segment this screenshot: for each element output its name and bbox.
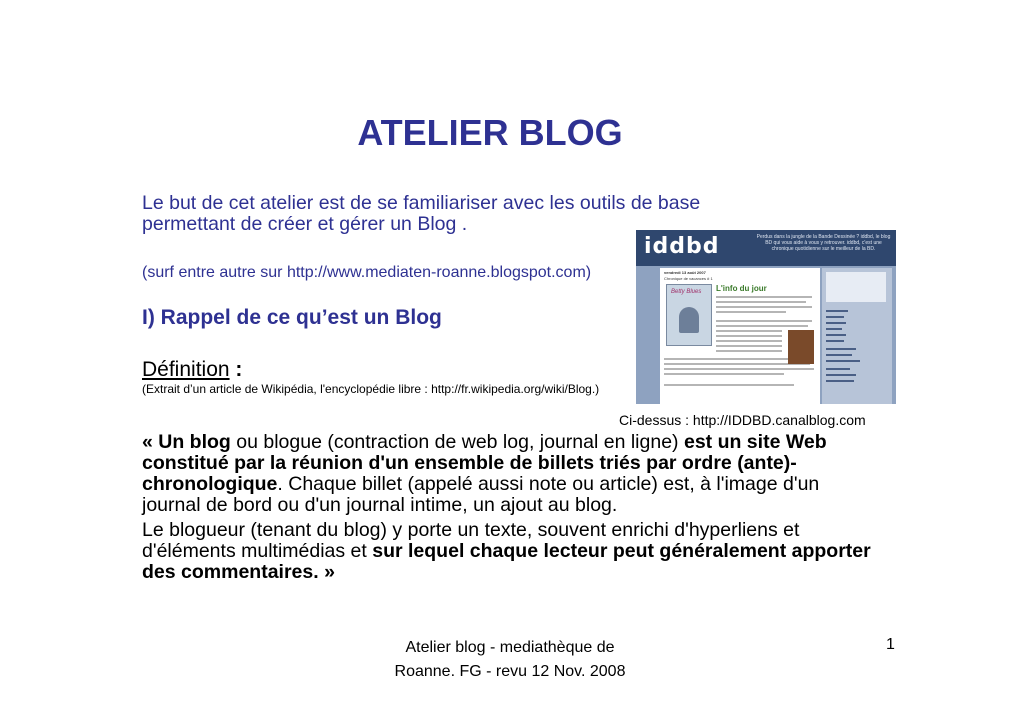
surf-link-text: (surf entre autre sur http://www.mediaten-roanne.blogspot.com) [142, 264, 592, 281]
text-line [716, 350, 782, 352]
definition-heading [142, 358, 242, 382]
source-note: (Extrait d’un article de Wikipédia, l'encyclopédie libre : http://fr.wikipedia.org/wiki/Blog.) [142, 382, 600, 396]
text-line [664, 368, 814, 370]
text-line [664, 384, 794, 386]
footer [380, 636, 640, 684]
text-line [664, 373, 784, 375]
sidebar-link [826, 368, 850, 370]
text-line [716, 320, 812, 322]
bold-text: sur lequel chaque lecteur peut généralement apporter des commentaires. » [142, 540, 871, 583]
sidebar-link [826, 374, 856, 376]
definition-body [142, 432, 882, 583]
screenshot-info-heading: L'info du jour [716, 284, 767, 293]
page-title: ATELIER BLOG [357, 112, 623, 153]
text-line [716, 340, 782, 342]
text-run: ou blogue (contraction de web log, journal en ligne) [230, 431, 684, 453]
text-line [716, 301, 806, 303]
sidebar-link [826, 340, 844, 342]
text-run: . Chaque billet (appelé aussi note ou article) est, à l'image d'un journal de bord ou d'un journal intime, un ajout au blog. [142, 473, 820, 516]
sidebar-link [826, 316, 844, 318]
text-line [716, 345, 782, 347]
paragraph [142, 432, 882, 516]
definition-label: Définition [142, 358, 230, 381]
screenshot-caption: Ci-dessus : http://IDDBD.canalblog.com [619, 412, 866, 428]
sidebar-link [826, 360, 860, 362]
sidebar-link [826, 328, 842, 330]
sidebar-link [826, 354, 852, 356]
text-run: Le blogueur (tenant du blog) y porte un texte, souvent enrichi d'hyperliens et d'éléments multimédias et [142, 519, 800, 562]
footer-line: Roanne. FG - revu 12 Nov. 2008 [394, 663, 626, 680]
sidebar-link [826, 380, 854, 382]
screenshot-cover-title: Betty Blues [671, 289, 702, 295]
sidebar-link [826, 334, 846, 336]
cover-figure [679, 307, 699, 333]
bold-text: est un site Web constitué par la réunion d'un ensemble de billets triés par ordre (ante)- chronologique [142, 431, 827, 495]
screenshot-post-title: Chronique de vacances # 1 [664, 276, 713, 281]
sidebar-link [826, 322, 846, 324]
text-line [716, 330, 782, 332]
definition-colon: : [229, 358, 243, 381]
calendar-widget [826, 272, 886, 302]
intro-text: Le but de cet atelier est de se familiariser avec les outils de base permettant de créer et gérer un Blog . [142, 192, 701, 235]
screenshot-cover-image [666, 284, 712, 346]
text-line [716, 296, 812, 298]
text-line [716, 306, 812, 308]
section-heading: I) Rappel de ce qu’est un Blog [142, 306, 442, 329]
footer-line: Atelier blog - mediathèque de [405, 639, 615, 656]
paragraph [142, 520, 882, 583]
screenshot-banner [636, 230, 896, 266]
page-number: 1 [886, 636, 895, 653]
bold-text: « Un blog [142, 431, 231, 453]
text-line [716, 311, 786, 313]
screenshot-post [660, 268, 820, 404]
book-cover-image [788, 330, 814, 364]
text-line [716, 335, 782, 337]
sidebar-link [826, 348, 856, 350]
screenshot-banner-text: Perdus dans la jungle de la Bande Dessinée ? iddbd, le blog BD qui vous aide à vous y retrouver. iddbd, c'est une chronique quotidienne sur le meilleur de la BD. [756, 234, 891, 252]
text-line [716, 325, 808, 327]
sidebar-link [826, 310, 848, 312]
blog-screenshot [636, 230, 896, 404]
screenshot-post-date: vendredi 13 août 2007 [664, 270, 706, 275]
screenshot-logo: iddbd [644, 234, 720, 259]
screenshot-sidebar [822, 268, 892, 404]
